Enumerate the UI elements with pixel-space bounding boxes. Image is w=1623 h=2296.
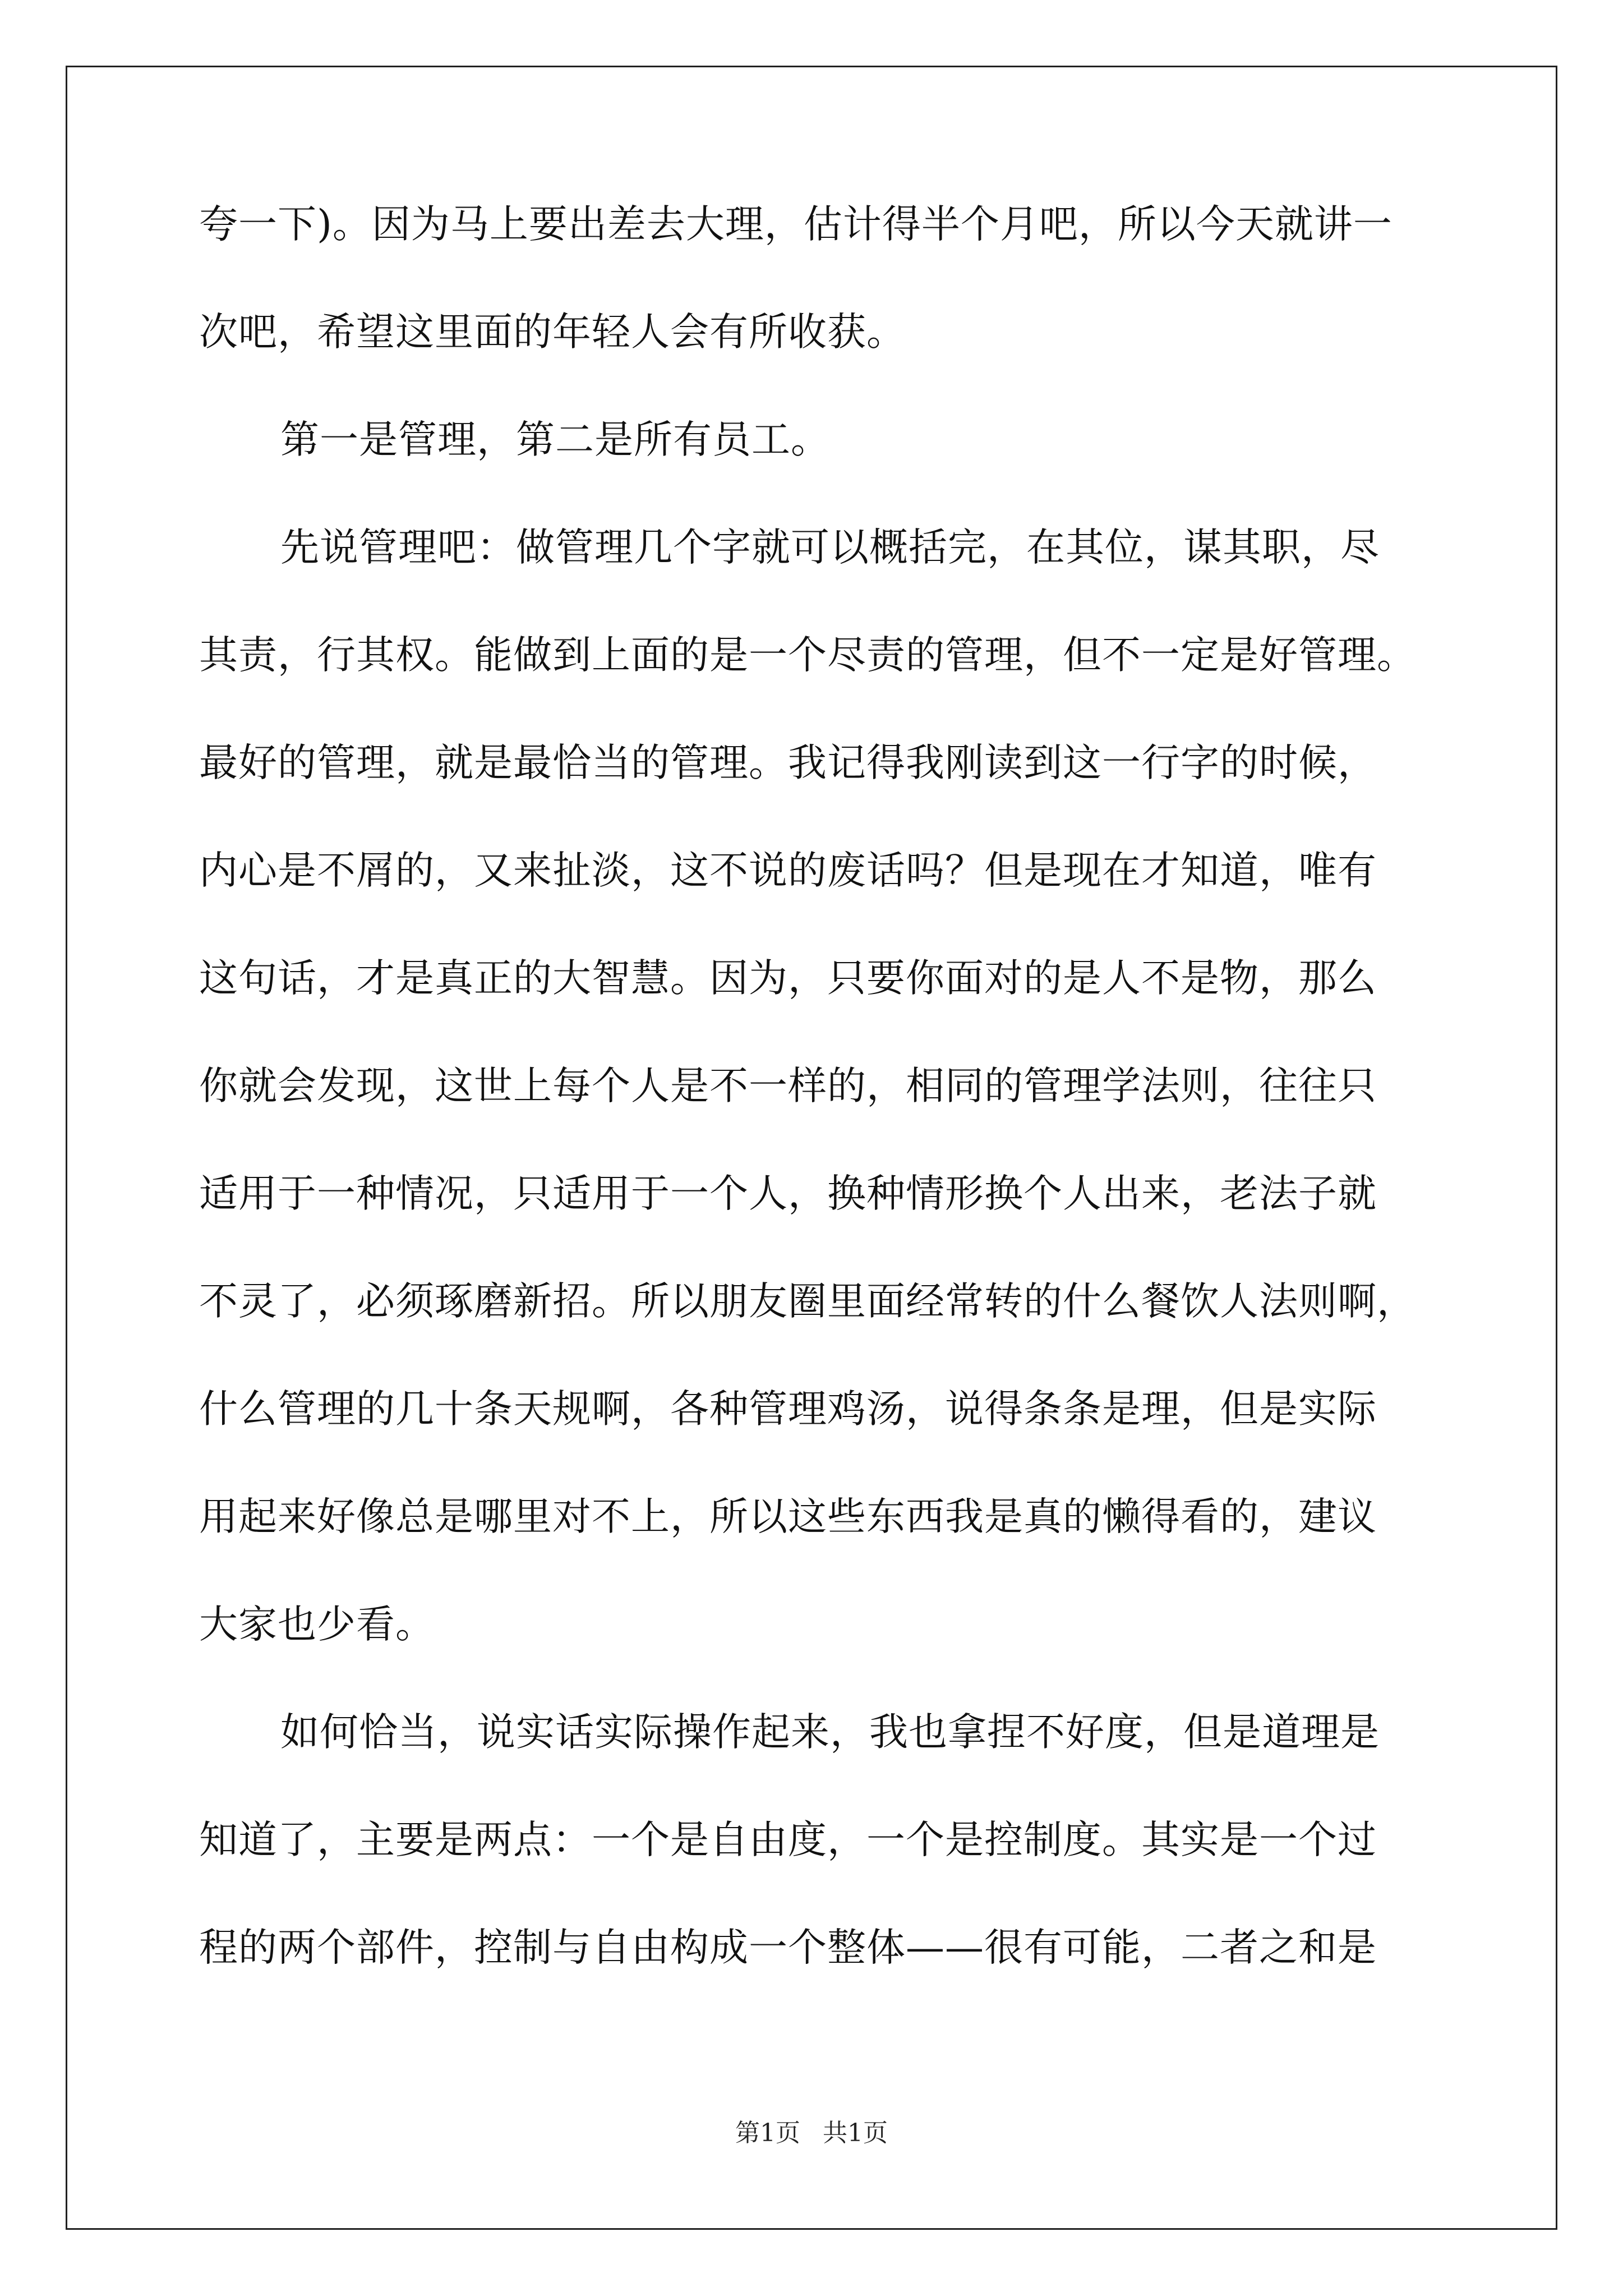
- text-line: 次吧，希望这里面的年轻人会有所收获。: [199, 310, 906, 355]
- text-line: 夸一下)。因为马上要出差去大理，估计得半个月吧，所以今天就讲一: [199, 202, 1393, 247]
- text-line: 最好的管理，就是最恰当的管理。我记得我刚读到这一行字的时候，: [199, 740, 1377, 785]
- paragraph-line: 如何恰当，说实话实际操作起来，我也拿捏不好度，但是道理是: [280, 1710, 1380, 1755]
- text-line: 大家也少看。: [199, 1602, 435, 1647]
- page-total: 共1页: [823, 2119, 888, 2147]
- text-line: 适用于一种情况，只适用于一个人，换种情形换个人出来，老法子就: [199, 1171, 1377, 1216]
- paragraph-line: 先说管理吧：做管理几个字就可以概括完，在其位，谋其职，尽: [280, 525, 1380, 570]
- text-line: 什么管理的几十条天规啊，各种管理鸡汤，说得条条是理，但是实际: [199, 1387, 1377, 1432]
- text-line: 用起来好像总是哪里对不上，所以这些东西我是真的懒得看的，建议: [199, 1494, 1377, 1539]
- text-line: 知道了，主要是两点：一个是自由度，一个是控制度。其实是一个过: [199, 1818, 1377, 1862]
- page-footer: [0, 2119, 1623, 2147]
- paragraph-line: 第一是管理，第二是所有员工。: [280, 417, 830, 462]
- page-number: 第1页: [735, 2119, 800, 2147]
- page-border: [66, 66, 1557, 2230]
- text-line: 不灵了，必须琢磨新招。所以朋友圈里面经常转的什么餐饮人法则啊，: [199, 1279, 1416, 1324]
- text-line: 这句话，才是真正的大智慧。因为，只要你面对的是人不是物，那么: [199, 956, 1377, 1001]
- text-line: 你就会发现，这世上每个人是不一样的，相同的管理学法则，往往只: [199, 1064, 1377, 1108]
- text-line: 程的两个部件，控制与自由构成一个整体——很有可能，二者之和是: [199, 1925, 1377, 1970]
- text-line: 内心是不屑的，又来扯淡，这不说的废话吗？但是现在才知道，唯有: [199, 848, 1377, 893]
- text-line: 其责，行其权。能做到上面的是一个尽责的管理，但不一定是好管理。: [199, 633, 1416, 678]
